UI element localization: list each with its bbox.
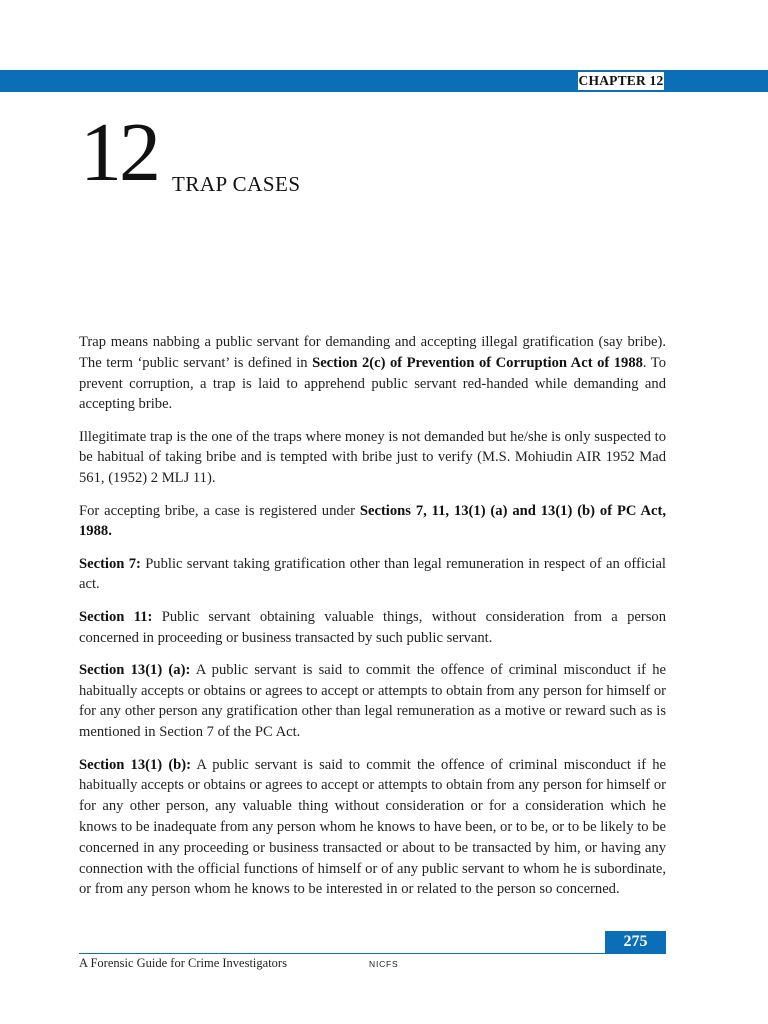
- chapter-number: 12: [80, 106, 158, 199]
- section-heading: Section 7:: [79, 555, 141, 572]
- footer-book-title: A Forensic Guide for Crime Investigators: [79, 956, 287, 970]
- paragraph-text: A public servant is said to commit the offence of criminal misconduct if he habitually accepts or obtains or agrees to accept or attempts to obtain from any person for himself or for any other person any gratification other than legal remuneration as a motive or reward such as is mentioned in Section 7 of the PC Act.: [79, 661, 667, 741]
- paragraph-text: For accepting bribe, a case is registered under: [79, 502, 360, 519]
- paragraph-section-13-1-a: [79, 660, 666, 743]
- paragraph-text: Public servant taking gratification other than legal remuneration in respect of an official act.: [79, 555, 666, 593]
- paragraph-text: A public servant is said to commit the offence of criminal misconduct if he habitually accepts or obtains or agrees to accept or attempts to obtain from any person for himself or for any other person, any valuable thing without consideration or for a consideration which he knows to be inadequate from any person whom he knows to have been, or to be, or to be likely to be concerned in any proceeding or business transacted or about to be transacted by him, or having any connection with the official functions of himself or of any public servant to whom he is subordinate, or from any person whom he knows to be interested in or related to the person so concerned.: [79, 756, 666, 898]
- paragraph-section-7: [79, 554, 666, 596]
- paragraph-text: Trap means nabbing a public servant for demanding and accepting illegal gratification (say bribe). The term ‘public servant’ is defined in: [79, 334, 666, 371]
- section-heading: Section 13(1) (a):: [79, 661, 191, 678]
- paragraph-text: . To prevent corruption, a trap is laid to apprehend public servant red-handed while demanding and accepting bribe.: [79, 354, 667, 413]
- chapter-title: TRAP CASES: [172, 172, 301, 196]
- paragraph-section-13-1-b: [79, 755, 666, 901]
- paragraph-trap-definition: [79, 332, 666, 415]
- footer-publisher: NICFS: [369, 959, 399, 969]
- paragraph-illegitimate-trap: [79, 427, 666, 489]
- chapter-label: CHAPTER 12: [578, 73, 664, 88]
- page-number: 275: [605, 931, 666, 953]
- bold-reference: Section 2(c) of Prevention of Corruption Act of 1988: [312, 354, 643, 371]
- section-heading: Section 11:: [79, 608, 153, 625]
- body-text: [79, 332, 666, 912]
- paragraph-sections-registered: [79, 501, 666, 543]
- footer-divider: [79, 953, 666, 954]
- section-heading: Section 13(1) (b):: [79, 756, 192, 773]
- paragraph-text: Public servant obtaining valuable things, without consideration from a person concerned in proceeding or business transacted by such public servant.: [79, 608, 666, 646]
- paragraph-text: Illegitimate trap is the one of the traps where money is not demanded but he/she is only suspected to be habitual of taking bribe and is tempted with bribe just to verify (M.S. Mohiudin AIR 1952 Mad 561, (1952) 2 MLJ 11).: [79, 428, 666, 487]
- paragraph-section-11: [79, 607, 666, 649]
- bold-reference: Sections 7, 11, 13(1) (a) and 13(1) (b) of PC Act, 1988.: [79, 502, 666, 540]
